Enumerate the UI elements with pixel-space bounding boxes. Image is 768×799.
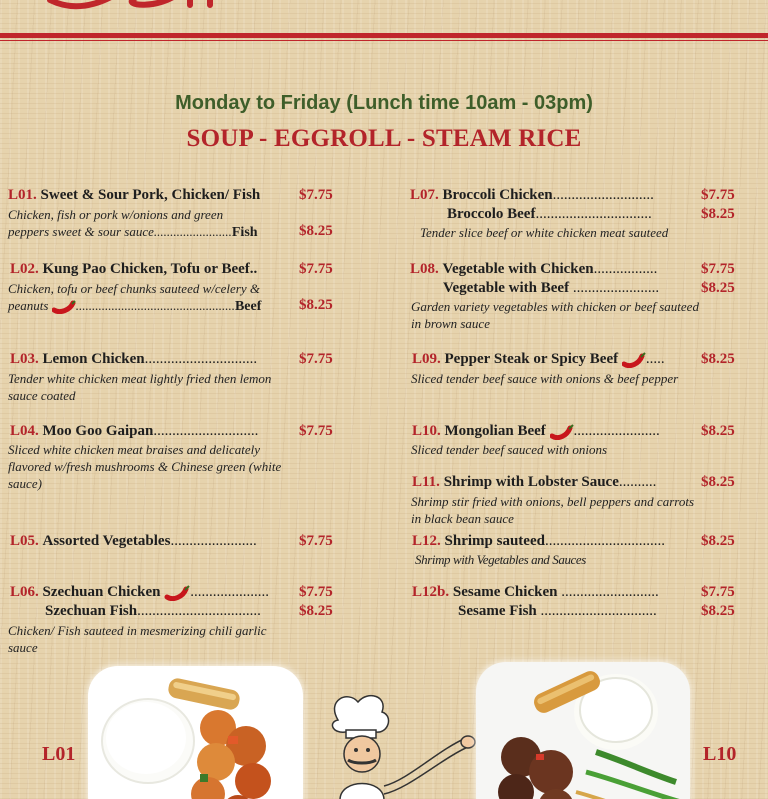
item-code: L06.: [10, 584, 39, 600]
food-photo-l01: [88, 666, 303, 799]
item-description: Chicken, fish or pork w/onions and green: [8, 207, 224, 222]
item-price-variant: $8.25: [701, 280, 735, 296]
item-code: L11.: [412, 474, 440, 490]
lunch-hours: Monday to Friday (Lunch time 10am - 03pm): [175, 92, 593, 114]
item-price-variant: $8.25: [701, 603, 735, 619]
menu-item-l01: [8, 186, 260, 205]
item-code: L12b.: [412, 584, 450, 600]
chef-illustration: [318, 690, 478, 799]
item-description: Sliced white chicken meat braises and delicately flavored w/fresh mushrooms & Chinese green (white sauce): [8, 442, 282, 491]
chili-pepper-icon: [550, 424, 574, 440]
item-description: Sliced tender beef sauced with onions: [411, 442, 608, 457]
item-name: Moo Goo Gaipan: [42, 423, 154, 439]
item-code: L10.: [412, 423, 441, 439]
header-red-line: [0, 40, 768, 41]
item-description: Shrimp stir fried with onions, bell peppers and carrots in black bean sauce: [411, 494, 694, 526]
item-name: Sesame Fish: [458, 603, 537, 619]
item-name: Szechuan Chicken: [42, 584, 161, 600]
item-code: L01.: [8, 187, 37, 203]
menu-item-l10: L10. Mongolian Beef .......................: [412, 423, 660, 439]
menu-item-l08: L08. Vegetable with Chicken.................: [410, 261, 658, 277]
item-description: Tender slice beef or white chicken meat sauteed: [420, 225, 669, 240]
item-price-variant: $8.25: [299, 223, 333, 239]
item-name: Assorted Vegetables: [42, 533, 171, 549]
item-variant: Fish: [231, 225, 258, 240]
menu-item-l11: L11. Shrimp with Lobster Sauce..........: [412, 474, 657, 490]
logo-swirl: [40, 0, 250, 20]
item-name: Broccolo Beef: [447, 206, 536, 222]
item-variant: Beef: [234, 299, 262, 314]
item-code: L03.: [10, 351, 39, 367]
item-description: Garden variety vegetables with chicken or beef sauteed in brown sauce: [411, 299, 699, 331]
menu-item-l09: L09. Pepper Steak or Spicy Beef .....: [412, 351, 665, 367]
item-price: $7.75: [701, 584, 735, 600]
item-name: Vegetable with Chicken: [442, 261, 594, 277]
photo-tag-right: L10: [703, 743, 737, 765]
item-price: $7.75: [299, 187, 333, 203]
menu-item-l03: L03. Lemon Chicken..............................: [10, 351, 258, 367]
menu-item-l07-variant: Broccolo Beef...............................: [447, 206, 652, 222]
item-code: L08.: [410, 261, 439, 277]
item-price: $7.75: [299, 584, 333, 600]
food-photo-l10: [476, 662, 690, 799]
chili-pepper-icon: [622, 352, 646, 368]
item-code: L12.: [412, 533, 441, 549]
item-code: L05.: [10, 533, 39, 549]
item-code: L02.: [10, 261, 39, 277]
item-name: Vegetable with Beef: [443, 280, 570, 296]
item-description: Tender white chicken meat lightly fried then lemon sauce coated: [8, 371, 272, 403]
item-price: $8.25: [701, 474, 735, 490]
menu-item-l08-variant: Vegetable with Beef .......................: [443, 280, 660, 296]
item-code: L04.: [10, 423, 39, 439]
item-name: Broccoli Chicken: [442, 187, 553, 203]
chili-pepper-icon: [52, 300, 76, 314]
item-description: Shrimp with Vegetables and Sauces: [415, 552, 586, 567]
item-code: L09.: [412, 351, 441, 367]
item-description: Chicken/ Fish sauteed in mesmerizing chili garlic sauce: [8, 623, 267, 655]
item-description-line2: peanuts .................................................Beef: [8, 298, 262, 314]
menu-item-l12b: L12b. Sesame Chicken ..........................: [412, 584, 659, 600]
menu-item-l06-variant: Szechuan Fish.................................: [45, 603, 261, 619]
item-name: Sweet & Sour Pork, Chicken/ Fish: [40, 187, 261, 203]
item-price: $8.25: [701, 423, 735, 439]
item-name: Sesame Chicken: [452, 584, 558, 600]
item-description-line2: peppers sweet & sour sauce........................Fish: [8, 224, 258, 240]
item-name: Mongolian Beef: [444, 423, 546, 439]
item-price: $7.75: [299, 533, 333, 549]
menu-item-l07: L07. Broccoli Chicken...........................: [410, 187, 654, 203]
item-name: Lemon Chicken: [42, 351, 145, 367]
item-price: $7.75: [299, 261, 333, 277]
header-red-bar: [0, 33, 768, 38]
item-price: $7.75: [701, 187, 735, 203]
item-price-variant: $8.25: [299, 603, 333, 619]
item-name: Szechuan Fish: [45, 603, 138, 619]
menu-item-l05: L05. Assorted Vegetables.......................: [10, 533, 257, 549]
menu-item-l02: [10, 260, 257, 279]
item-price: $8.25: [701, 351, 735, 367]
item-price: $7.75: [299, 423, 333, 439]
item-name: Kung Pao Chicken, Tofu or Beef..: [42, 261, 258, 277]
item-price-variant: $8.25: [299, 297, 333, 313]
menu-item-l06: L06. Szechuan Chicken .....................: [10, 584, 269, 600]
item-description: Sliced tender beef sauce with onions & beef pepper: [411, 371, 679, 386]
menu-item-l12b-variant: Sesame Fish ...............................: [458, 603, 657, 619]
lunch-includes-headline: SOUP - EGGROLL - STEAM RICE: [186, 125, 582, 152]
item-code: L07.: [410, 187, 439, 203]
item-name: Shrimp with Lobster Sauce: [443, 474, 619, 490]
photo-tag-left: L01: [42, 743, 76, 765]
item-name: Shrimp sauteed: [444, 533, 545, 549]
item-description: Chicken, tofu or beef chunks sauteed w/celery &: [8, 281, 260, 296]
menu-item-l12: L12. Shrimp sauteed................................: [412, 533, 665, 549]
menu-item-l04: L04. Moo Goo Gaipan............................: [10, 423, 259, 439]
item-name: Pepper Steak or Spicy Beef: [444, 351, 619, 367]
chili-pepper-icon: [164, 585, 190, 601]
item-price: $7.75: [701, 261, 735, 277]
item-price: $7.75: [299, 351, 333, 367]
item-price: $8.25: [701, 533, 735, 549]
item-price-variant: $8.25: [701, 206, 735, 222]
